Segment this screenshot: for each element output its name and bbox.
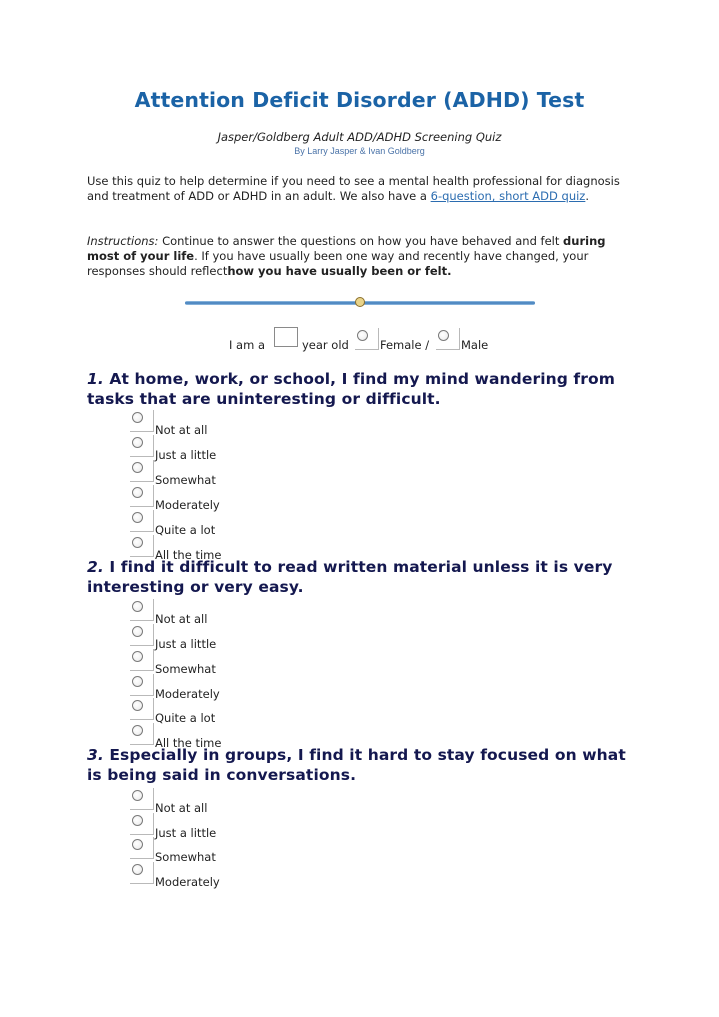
short-quiz-link[interactable]: 6-question, short ADD quiz xyxy=(430,189,586,203)
answer-option[interactable] xyxy=(130,862,330,887)
instructions-text-1: Continue to answer the questions on how you have behaved and felt xyxy=(158,234,564,248)
age-input[interactable] xyxy=(274,327,298,347)
answer-option[interactable] xyxy=(130,410,330,435)
female-radio[interactable] xyxy=(355,328,379,350)
age-suffix-label: year old xyxy=(302,338,349,352)
radio-circle-icon xyxy=(357,330,368,341)
answer-option[interactable] xyxy=(130,674,330,699)
radio-circle-icon xyxy=(132,651,143,662)
radio-circle-icon xyxy=(132,700,143,711)
answer-option[interactable] xyxy=(130,837,330,862)
answer-option-label: All the time xyxy=(155,736,222,750)
intro-text-end: . xyxy=(585,189,590,203)
answer-option-label: Just a little xyxy=(155,637,217,651)
answer-option-label: Somewhat xyxy=(155,662,216,676)
answer-radio[interactable] xyxy=(130,624,154,646)
answer-radio[interactable] xyxy=(130,410,154,432)
instructions-paragraph xyxy=(87,234,627,279)
answer-option-label: All the time xyxy=(155,548,222,562)
radio-circle-icon xyxy=(132,790,143,801)
answer-option[interactable] xyxy=(130,624,330,649)
answer-option[interactable] xyxy=(130,698,330,723)
question-body: I find it difficult to read written material unless it is very interesting or very easy. xyxy=(87,558,613,596)
question-number: 1. xyxy=(87,370,104,388)
answer-option-label: Moderately xyxy=(155,687,220,701)
answer-radio[interactable] xyxy=(130,813,154,835)
instructions-emphasis-2: how you have usually been or felt. xyxy=(227,264,452,278)
author-byline: By Larry Jasper & Ivan Goldberg xyxy=(294,146,425,156)
question-body: At home, work, or school, I find my mind wandering from tasks that are uninteresting or difficult. xyxy=(87,370,616,408)
demographics-prefix: I am a xyxy=(229,338,265,352)
radio-circle-icon xyxy=(132,864,143,875)
radio-circle-icon xyxy=(132,537,143,548)
radio-circle-icon xyxy=(132,437,143,448)
answer-option[interactable] xyxy=(130,435,330,460)
answer-radio[interactable] xyxy=(130,599,154,621)
answer-option[interactable] xyxy=(130,460,330,485)
radio-circle-icon xyxy=(132,512,143,523)
intro-paragraph xyxy=(87,174,627,204)
radio-circle-icon xyxy=(438,330,449,341)
intro-text: Use this quiz to help determine if you need to see a mental health professional for diagnosis and treatment of ADD or ADHD in an adult. We also have a xyxy=(87,174,620,203)
answer-radio[interactable] xyxy=(130,674,154,696)
radio-circle-icon xyxy=(132,839,143,850)
female-label: Female / xyxy=(380,338,430,352)
male-radio[interactable] xyxy=(436,328,460,350)
answer-option-label: Not at all xyxy=(155,801,208,815)
answer-option[interactable] xyxy=(130,813,330,838)
answer-radio[interactable] xyxy=(130,535,154,557)
decorative-divider xyxy=(185,296,535,310)
answer-option-label: Moderately xyxy=(155,875,220,889)
instructions-label: Instructions: xyxy=(87,234,159,248)
answer-option-label: Quite a lot xyxy=(155,523,216,537)
question-number: 3. xyxy=(87,746,104,764)
demographics-row xyxy=(87,326,632,350)
radio-circle-icon xyxy=(132,725,143,736)
radio-circle-icon xyxy=(132,676,143,687)
quiz-subtitle: Jasper/Goldberg Adult ADD/ADHD Screening Quiz xyxy=(217,130,502,144)
answer-option[interactable] xyxy=(130,599,330,624)
radio-circle-icon xyxy=(132,626,143,637)
instructions-emphasis-1: during most of your life xyxy=(87,234,606,263)
radio-circle-icon xyxy=(132,412,143,423)
answer-radio[interactable] xyxy=(130,723,154,745)
answer-radio[interactable] xyxy=(130,698,154,720)
radio-circle-icon xyxy=(132,601,143,612)
answer-option-label: Just a little xyxy=(155,826,217,840)
answer-option-label: Not at all xyxy=(155,612,208,626)
answer-radio[interactable] xyxy=(130,460,154,482)
answer-option[interactable] xyxy=(130,510,330,535)
answer-option-label: Somewhat xyxy=(155,473,216,487)
answer-radio[interactable] xyxy=(130,862,154,884)
answer-radio[interactable] xyxy=(130,510,154,532)
answer-option[interactable] xyxy=(130,485,330,510)
answer-radio[interactable] xyxy=(130,485,154,507)
answer-radio[interactable] xyxy=(130,837,154,859)
answer-option[interactable] xyxy=(130,788,330,813)
answer-option[interactable] xyxy=(130,649,330,674)
answer-option-label: Just a little xyxy=(155,448,217,462)
question-1-text xyxy=(87,369,637,409)
answer-radio[interactable] xyxy=(130,435,154,457)
question-body: Especially in groups, I find it hard to stay focused on what is being said in conversations. xyxy=(87,746,626,784)
question-number: 2. xyxy=(87,558,104,576)
question-3-text xyxy=(87,745,637,785)
answer-option-label: Not at all xyxy=(155,423,208,437)
answer-option-label: Somewhat xyxy=(155,850,216,864)
question-2-text xyxy=(87,557,637,597)
answer-option-label: Quite a lot xyxy=(155,711,216,725)
radio-circle-icon xyxy=(132,815,143,826)
answer-option-label: Moderately xyxy=(155,498,220,512)
answer-radio[interactable] xyxy=(130,788,154,810)
male-label: Male xyxy=(461,338,489,352)
radio-circle-icon xyxy=(132,462,143,473)
radio-circle-icon xyxy=(132,487,143,498)
instructions-text-2: . If you have usually been one way and recently have changed, your responses should reflect xyxy=(87,249,589,278)
page-title: Attention Deficit Disorder (ADHD) Test xyxy=(134,88,585,112)
answer-radio[interactable] xyxy=(130,649,154,671)
divider-ornament-icon xyxy=(355,297,365,307)
